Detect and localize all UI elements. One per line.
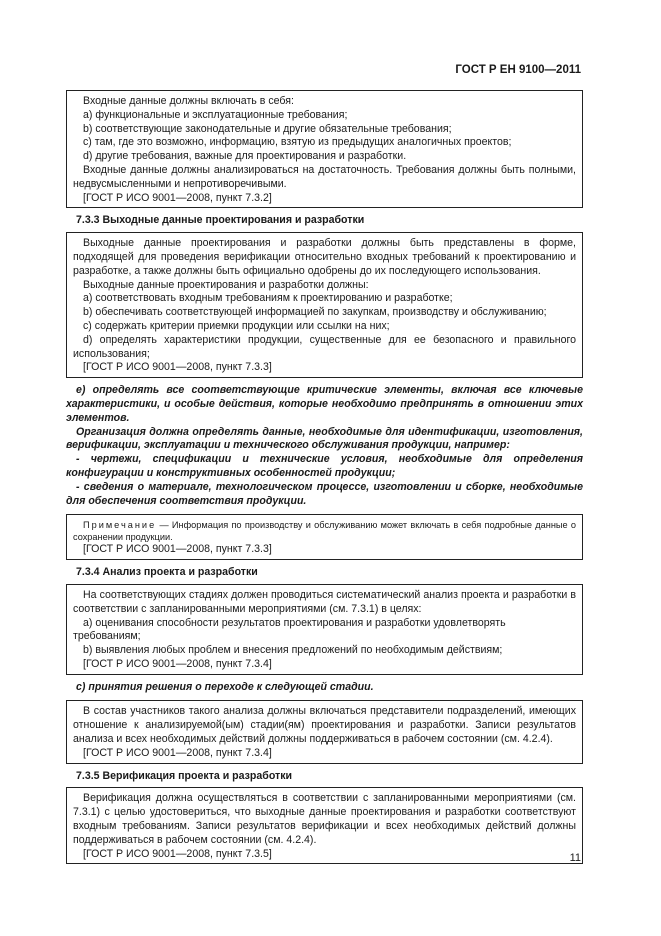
box-line: Входные данные должны включать в себя: [83,95,294,107]
box-line: d) другие требования, важные для проектирования и разработки. [83,150,407,163]
box-line: Выходные данные проектирования и разработки должны: [83,278,369,291]
box-line: На соответствующих стадиях должен проводиться систематический анализ проекта и разработки в соответствии с запланированными мероприятиями (см. 7.3.1) в целях: [73,588,576,615]
design-review-box [66,584,583,675]
section-heading-7-3-3: 7.3.3 Выходные данные проектирования и разработки [76,214,365,227]
box-line: a) соответствовать входным требованиям к проектированию и разработке; [83,292,453,305]
note-label: Примечание [83,520,157,531]
note [73,519,576,543]
emphasis-line: c) принятия решения о переходе к следующей стадии. [76,680,374,693]
box-line: c) там, где это возможно, информацию, взятую из предыдущих аналогичных проектов; [83,136,512,149]
emphasis-line: e) определять все соответствующие критические элементы, включая все ключевые характеристики, и особые действия, которые необходимо предпринять в отношении этих элементов. [66,384,583,424]
note-text: — Информация по производству и обслуживанию может включать в себя подробные данные о сохранении продукции. [73,520,576,543]
note-box [66,514,583,560]
aerospace-additions [66,384,583,508]
page-content [66,90,583,870]
box-line: a) функциональные и эксплуатационные требования; [83,108,348,121]
emphasis-line: - сведения о материале, технологическом процессе, изготовлении и сборке, необходимые для обеспечения соответствия продукции. [66,480,583,507]
box-line: В состав участников такого анализа должны включаться представители подразделений, имеющих отношение к анализируемой(ым) стадии(ям) проектирования и разработки. Записи результатов анализа и всех необходимых действий должны поддерживаться в рабочем состоянии (см. 4.2.4). [73,705,576,746]
section-heading-7-3-5: 7.3.5 Верификация проекта и разработки [76,769,293,782]
box-line: b) обеспечивать соответствующей информацией по закупкам, производству и обслуживанию; [83,306,547,319]
page-number: 11 [569,852,581,864]
emphasis-line: Организация должна определять данные, необходимые для идентификации, изготовления, верификации, эксплуатации и технического обслуживания продукции, например: [66,425,583,452]
box-line: b) соответствующие законодательные и другие обязательные требования; [83,122,452,135]
box-line: d) определять характеристики продукции, существенные для ее безопасного и правильного использования; [73,333,576,360]
box-line: c) содержать критерии приемки продукции или ссылки на них; [83,319,390,332]
reference: [ГОСТ Р ИСО 9001—2008, пункт 7.3.3] [83,543,272,556]
box-line: Верификация должна осуществляться в соответствии с запланированными мероприятиями (см. 7.3.1) с целью удостовериться, что выходные данные проектирования и разработки соответствуют входным требованиям. Записи результатов верификации и всех необходимых действий должны поддерживаться в рабочем состоянии (см. 4.2.4). [73,792,576,846]
reference: [ГОСТ Р ИСО 9001—2008, пункт 7.3.3] [83,361,272,374]
verification-box [66,787,583,864]
box-line: Входные данные должны анализироваться на достаточность. Требования должны быть полными, недвусмысленными и непротиворечивыми. [73,163,576,190]
box-line: b) выявления любых проблем и внесения предложений по необходимым действиям; [83,644,503,657]
reference: [ГОСТ Р ИСО 9001—2008, пункт 7.3.5] [83,847,272,860]
standard-header: ГОСТ Р ЕН 9100—2011 [455,64,581,76]
reference: [ГОСТ Р ИСО 9001—2008, пункт 7.3.2] [83,191,272,204]
emphasis-line: - чертежи, спецификации и технические условия, необходимые для определения конфигурации и конструктивных особенностей продукции; [66,453,583,479]
output-data-box [66,232,583,378]
reference: [ГОСТ Р ИСО 9001—2008, пункт 7.3.4] [83,746,272,759]
reference: [ГОСТ Р ИСО 9001—2008, пункт 7.3.4] [83,657,272,670]
box-line: Выходные данные проектирования и разработки должны быть представлены в форме, подходящей для проведения верификации относительно входных требований к проектированию и разработке, а также должны быть официально одобрены до их последующего использования. [73,237,576,277]
section-heading-7-3-4: 7.3.4 Анализ проекта и разработки [76,566,258,579]
box-line: a) оценивания способности результатов проектирования и разработки удовлетворять требованиям; [73,616,506,643]
input-requirements-box [66,90,583,208]
review-participants-box [66,700,583,763]
